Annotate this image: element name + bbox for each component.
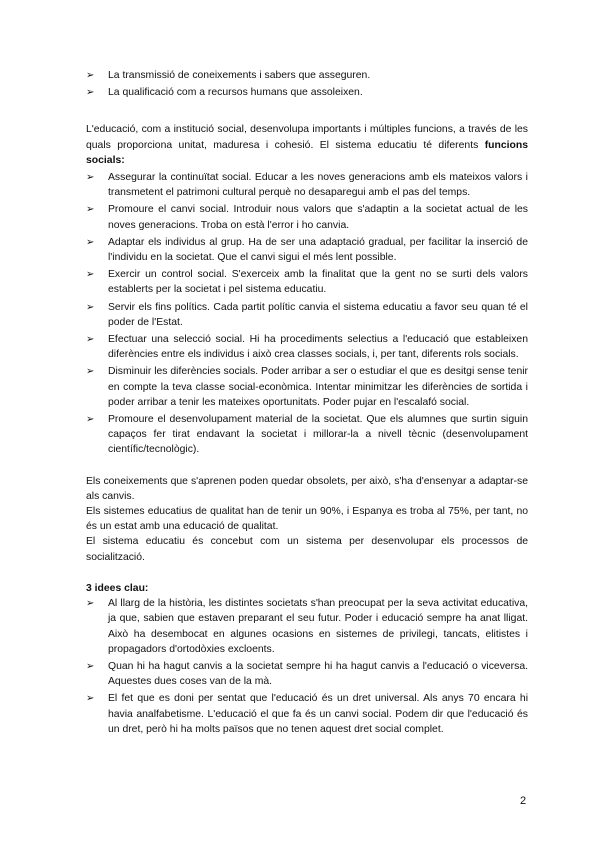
arrow-bullet-icon: ➢ (86, 334, 95, 346)
list-item: ➢ Exercir un control social. S'exerceix amb la finalitat que la gent no se surti dels valors establerts per la societat i pel sistema educatiu. (86, 269, 528, 296)
arrow-bullet-icon: ➢ (86, 269, 95, 281)
arrow-bullet-icon: ➢ (86, 693, 95, 705)
list-item: ➢ Servir els fins polítics. Cada partit polític canvia el sistema educatiu a favor seu quan té el poder de l'Estat. (86, 301, 528, 328)
page-content (86, 68, 528, 739)
quality-paragraph: Els sistemes educatius de qualitat han de tenir un 90%, i Espanya es troba al 75%, per tant, no és un estat amb una educació de qualitat. (86, 506, 528, 533)
arrow-bullet-icon: ➢ (86, 660, 95, 672)
arrow-bullet-icon: ➢ (86, 172, 95, 184)
list-item: ➢ Assegurar la continuïtat social. Educar a les noves generacions amb els mateixos valors i transmetent el patrimoni cultural perquè no desaparegui amb el pas del temps. (86, 172, 528, 199)
arrow-bullet-icon: ➢ (86, 301, 95, 313)
intro-paragraph: L'educació, com a institució social, desenvolupa importants i múltiples funcions, a través de les quals proporciona unitat, maduresa i cohesió. El sistema educatiu té diferents funcions socials: (86, 124, 528, 166)
list-item: ➢ Quan hi ha hagut canvis a la societat sempre hi ha hagut canvis a l'educació o viceversa. Aquestes dues coses van de la mà. (86, 660, 528, 688)
arrow-bullet-icon: ➢ (86, 204, 95, 216)
socialization-paragraph: El sistema educatiu és concebut com un sistema per desenvolupar els processos de socialització. (86, 536, 528, 563)
obsolete-paragraph: Els coneixements que s'aprenen poden quedar obsolets, per això, s'ha d'ensenyar a adaptar-se als canvis. (86, 475, 528, 502)
list-item: ➢ Promoure el desenvolupament material de la societat. Que els alumnes que surtin siguin capaços fer tirat endavant la societat i millorar-la a nivell tècnic (desenvolupament científic/tecnològic). (86, 414, 528, 456)
arrow-bullet-icon: ➢ (86, 598, 95, 610)
arrow-bullet-icon: ➢ (86, 70, 95, 81)
functions-heading: funcions socials: (86, 139, 528, 166)
list-item: ➢ La transmissió de coneixements i sabers que asseguren. (86, 68, 528, 83)
top-list (86, 68, 528, 100)
list-item: ➢ Efectuar una selecció social. Hi ha procediments selectius a l'educació que estableixen diferències entre els individus i això crea classes socials, i, per tant, diferents rols socials. (86, 334, 528, 361)
arrow-bullet-icon: ➢ (86, 366, 95, 378)
arrow-bullet-icon: ➢ (86, 236, 95, 248)
list-item: ➢ El fet que es doni per sentat que l'educació és un dret universal. Als anys 70 encara hi havia analfabetisme. L'educació el que fa és un canvi social. Podem dir que l'educació és un dret, però hi ha molts països que no tenen aquest dret social complet. (86, 693, 528, 735)
list-item: ➢ Adaptar els individus al grup. Ha de ser una adaptació gradual, per facilitar la inserció de l'individu en la societat. Que el canvi sigui el més lent possible. (86, 236, 528, 264)
list-item: ➢ Promoure el canvi social. Introduir nous valors que s'adaptin a la societat actual de les noves generacions. Troba on està l'error i ho canvia. (86, 204, 528, 231)
functions-list (86, 170, 528, 458)
arrow-bullet-icon: ➢ (86, 87, 95, 99)
list-item: ➢ Al llarg de la història, les distintes societats s'han preocupat per la seva activitat educativa, ja que, sabien que estaven preparant el seu futur. Poder i educació sempre ha anat lligat. Això ha desembocat en algunes ocasions en sistemes de privilegi, tancats, elitistes i propagadors d'ortodòxies excloents. (86, 598, 528, 655)
key-ideas-list (86, 596, 528, 737)
arrow-bullet-icon: ➢ (86, 414, 95, 426)
key-ideas-heading: 3 idees clau: (86, 582, 149, 594)
list-item: ➢ Disminuir les diferències socials. Poder arribar a ser o estudiar el que es desitgi sense tenir en compte la teva classe social-econòmica. Intentar minimitzar les diferències de sortida i poder arribar a tenir les mateixes oportunitats. Poder pujar en l'escalafó social. (86, 366, 528, 408)
page-number: 2 (520, 795, 527, 807)
list-item: ➢ La qualificació com a recursos humans que assoleixen. (86, 85, 528, 100)
